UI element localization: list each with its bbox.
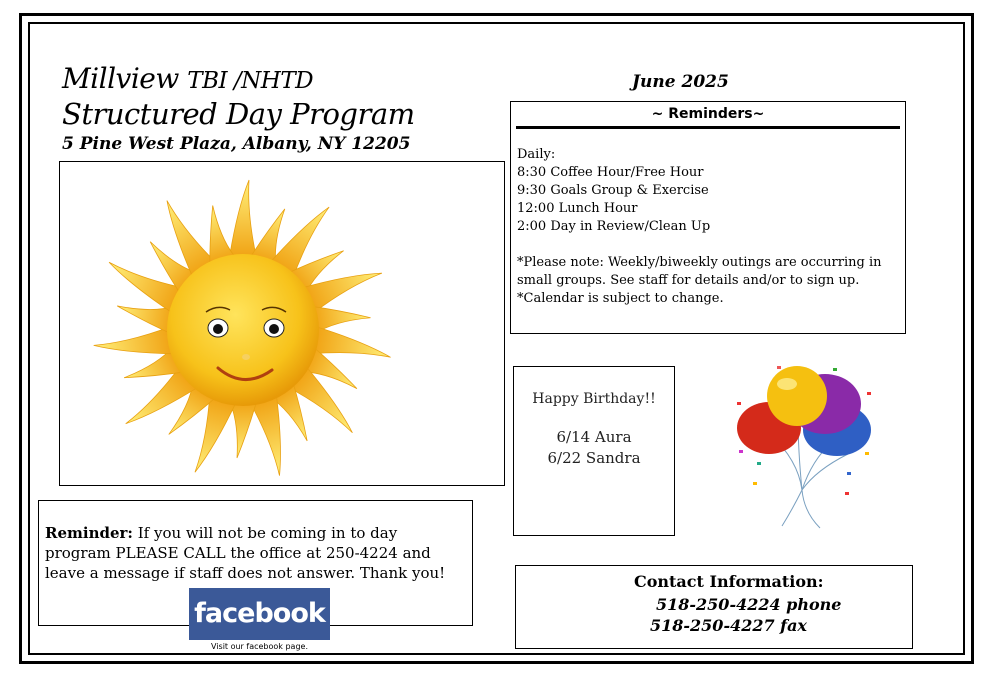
birthday-entry: 6/22 Sandra — [547, 449, 641, 467]
reminders-box — [510, 101, 906, 334]
facebook-link[interactable] — [189, 588, 330, 651]
org-suffix: TBI /NHTD — [187, 68, 314, 94]
address: 5 Pine West Plaza, Albany, NY 12205 — [62, 134, 411, 154]
contact-box — [515, 565, 913, 649]
facebook-caption: Visit our facebook page. — [211, 642, 308, 651]
reminders-divider — [516, 126, 900, 129]
schedule-item: 8:30 Coffee Hour/Free Hour — [517, 165, 704, 180]
reminders-body — [517, 146, 899, 308]
birthday-entry: 6/14 Aura — [556, 428, 632, 446]
contact-title: Contact Information: — [634, 572, 824, 591]
contact-phone: 518-250-4224 phone — [656, 595, 842, 614]
birthday-title: Happy Birthday!! — [532, 391, 656, 407]
balloons-icon — [727, 362, 877, 534]
month-label: June 2025 — [632, 72, 729, 92]
schedule-item: 2:00 Day in Review/Clean Up — [517, 219, 711, 234]
org-name: Millview TBI /NHTD — [62, 62, 314, 95]
call-reminder-text — [45, 523, 466, 583]
schedule-item: 12:00 Lunch Hour — [517, 201, 638, 216]
daily-label: Daily: — [517, 147, 556, 162]
outings-note: *Please note: Weekly/biweekly outings are occurring in small groups. See staff for details and/or to sign up. — [517, 255, 882, 288]
birthday-box — [513, 366, 675, 536]
schedule-item: 9:30 Goals Group & Exercise — [517, 183, 709, 198]
call-reminder-body: If you will not be coming in to day program PLEASE CALL the office at 250-4224 and leave a message if staff does not answer. Thank you! — [45, 524, 446, 582]
program-name: Structured Day Program — [62, 97, 415, 131]
calendar-note: *Calendar is subject to change. — [517, 291, 724, 306]
smiling-sun-icon — [60, 162, 504, 485]
contact-fax: 518-250-4227 fax — [650, 616, 807, 635]
sun-ray — [229, 180, 257, 260]
sun-image-box — [59, 161, 505, 486]
call-reminder-label: Reminder: — [45, 524, 133, 542]
birthday-list — [514, 427, 674, 469]
reminders-title: ~ Reminders~ — [651, 106, 765, 122]
facebook-logo[interactable]: facebook — [189, 588, 330, 640]
